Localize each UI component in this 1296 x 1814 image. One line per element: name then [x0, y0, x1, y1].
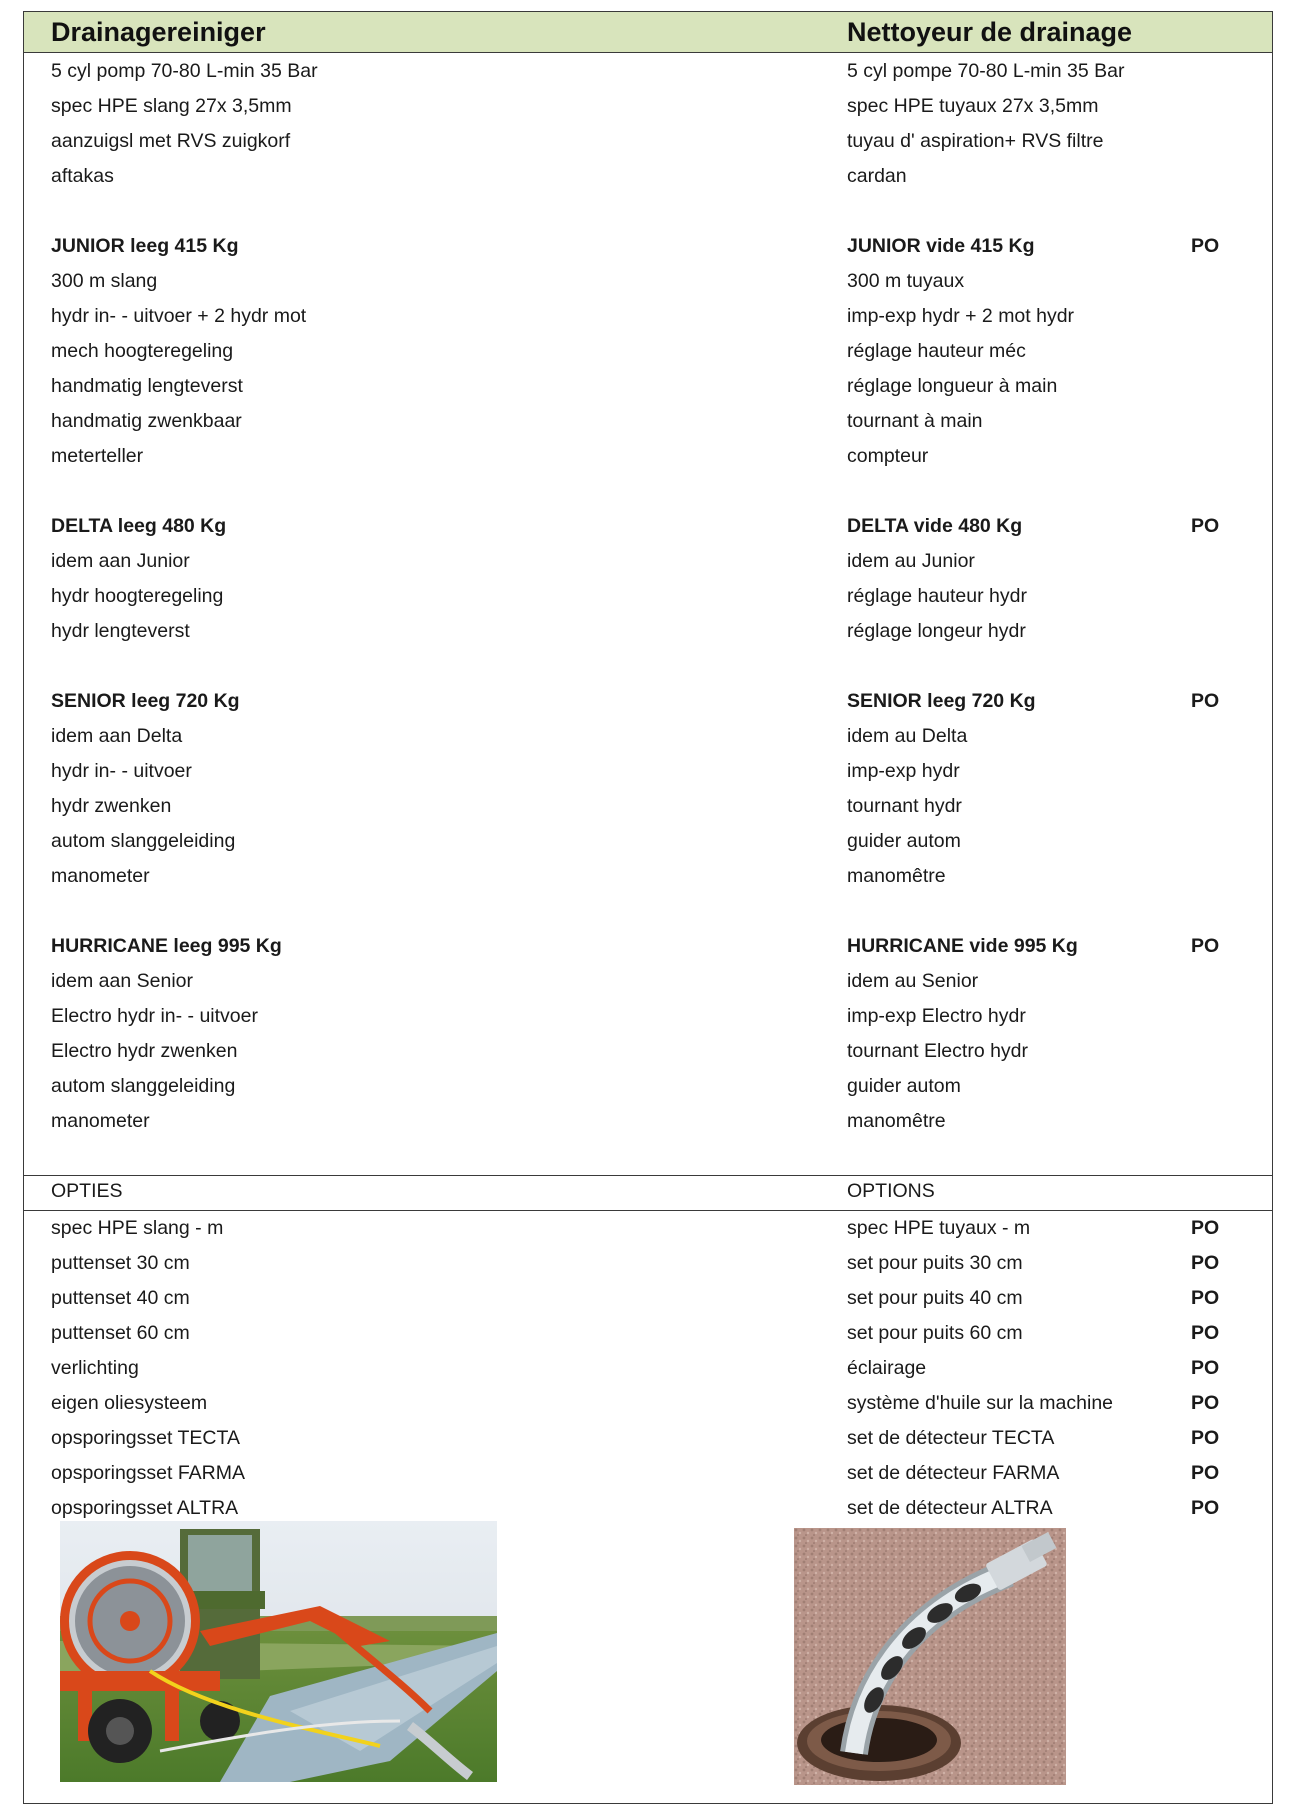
model-price: PO: [1191, 515, 1220, 537]
option-price: PO: [1191, 1322, 1220, 1344]
option-item-french: set pour puits 30 cm: [847, 1252, 1023, 1274]
model-feature-dutch: manometer: [51, 865, 150, 887]
option-item-french: système d'huile sur la machine: [847, 1392, 1114, 1414]
model-feature-dutch: hydr hoogteregeling: [51, 585, 224, 607]
model-feature-french: imp-exp Electro hydr: [847, 1005, 1026, 1027]
option-price: PO: [1191, 1252, 1220, 1274]
model-feature-dutch: idem aan Delta: [51, 725, 183, 747]
intro-line-dutch: aanzuigsl met RVS zuigkorf: [51, 130, 291, 152]
model-feature-french: réglage hauteur hydr: [847, 585, 1027, 607]
option-item-dutch: puttenset 40 cm: [51, 1287, 190, 1309]
model-feature-french: tournant hydr: [847, 795, 962, 817]
model-feature-dutch: hydr in- - uitvoer: [51, 760, 192, 782]
model-feature-dutch: hydr zwenken: [51, 795, 172, 817]
model-feature-french: manomêtre: [847, 1110, 946, 1132]
option-item-french: set pour puits 60 cm: [847, 1322, 1023, 1344]
model-feature-french: idem au Senior: [847, 970, 979, 992]
model-feature-dutch: 300 m slang: [51, 270, 158, 292]
option-item-french: set de détecteur TECTA: [847, 1427, 1055, 1449]
option-price: PO: [1191, 1287, 1220, 1309]
manhole-nozzle-photo: [794, 1528, 1066, 1785]
option-price: PO: [1191, 1462, 1220, 1484]
intro-line-french: cardan: [847, 165, 907, 187]
intro-line-dutch: aftakas: [51, 165, 114, 187]
intro-line-dutch: spec HPE slang 27x 3,5mm: [51, 95, 292, 117]
model-feature-french: imp-exp hydr: [847, 760, 960, 782]
model-feature-dutch: hydr in- - uitvoer + 2 hydr mot: [51, 305, 307, 327]
model-title-dutch: DELTA leeg 480 Kg: [51, 515, 227, 537]
option-price: PO: [1191, 1427, 1220, 1449]
document-frame: [23, 11, 1273, 1804]
option-item-french: set de détecteur FARMA: [847, 1462, 1060, 1484]
title-french: Nettoyeur de drainage: [847, 17, 1133, 47]
model-feature-dutch: autom slanggeleiding: [51, 1075, 236, 1097]
intro-line-dutch: 5 cyl pomp 70-80 L-min 35 Bar: [51, 60, 318, 82]
option-item-dutch: verlichting: [51, 1357, 139, 1379]
option-item-french: set pour puits 40 cm: [847, 1287, 1023, 1309]
model-feature-french: manomêtre: [847, 865, 946, 887]
intro-line-french: tuyau d' aspiration+ RVS filtre: [847, 130, 1104, 152]
model-title-french: HURRICANE vide 995 Kg: [847, 935, 1078, 957]
intro-line-french: 5 cyl pompe 70-80 L-min 35 Bar: [847, 60, 1125, 82]
model-title-dutch: HURRICANE leeg 995 Kg: [51, 935, 282, 957]
options-label-dutch: OPTIES: [51, 1180, 123, 1202]
option-item-french: éclairage: [847, 1357, 927, 1379]
model-feature-french: idem au Junior: [847, 550, 975, 572]
title-dutch: Drainagereiniger: [51, 17, 266, 47]
model-feature-dutch: Electro hydr in- - uitvoer: [51, 1005, 258, 1027]
option-item-french: spec HPE tuyaux - m: [847, 1217, 1031, 1239]
model-feature-french: idem au Delta: [847, 725, 968, 747]
model-title-dutch: JUNIOR leeg 415 Kg: [51, 235, 239, 257]
option-item-dutch: puttenset 30 cm: [51, 1252, 190, 1274]
model-feature-dutch: manometer: [51, 1110, 150, 1132]
model-feature-dutch: Electro hydr zwenken: [51, 1040, 238, 1062]
model-title-french: SENIOR leeg 720 Kg: [847, 690, 1036, 712]
model-feature-dutch: mech hoogteregeling: [51, 340, 234, 362]
option-item-dutch: opsporingsset ALTRA: [51, 1497, 239, 1519]
model-feature-dutch: idem aan Junior: [51, 550, 190, 572]
option-item-dutch: opsporingsset FARMA: [51, 1462, 246, 1484]
model-feature-french: guider autom: [847, 830, 961, 852]
option-item-dutch: puttenset 60 cm: [51, 1322, 190, 1344]
model-feature-french: tournant Electro hydr: [847, 1040, 1029, 1062]
model-feature-dutch: idem aan Senior: [51, 970, 194, 992]
model-feature-dutch: meterteller: [51, 445, 144, 467]
option-item-dutch: eigen oliesysteem: [51, 1392, 208, 1414]
model-price: PO: [1191, 690, 1220, 712]
options-label-french: OPTIONS: [847, 1180, 935, 1202]
title-bar: [24, 12, 1272, 53]
model-feature-french: compteur: [847, 445, 929, 467]
model-feature-dutch: autom slanggeleiding: [51, 830, 236, 852]
model-feature-french: tournant à main: [847, 410, 983, 432]
option-item-dutch: opsporingsset TECTA: [51, 1427, 240, 1449]
model-feature-french: 300 m tuyaux: [847, 270, 965, 292]
model-feature-french: guider autom: [847, 1075, 961, 1097]
options-header: [24, 1175, 1272, 1211]
option-price: PO: [1191, 1497, 1220, 1519]
model-feature-dutch: hydr lengteverst: [51, 620, 190, 642]
option-price: PO: [1191, 1217, 1220, 1239]
model-feature-french: réglage longeur hydr: [847, 620, 1026, 642]
option-item-french: set de détecteur ALTRA: [847, 1497, 1053, 1519]
option-price: PO: [1191, 1392, 1220, 1414]
tractor-reel-photo: [60, 1521, 497, 1782]
model-title-french: JUNIOR vide 415 Kg: [847, 235, 1035, 257]
model-price: PO: [1191, 235, 1220, 257]
model-price: PO: [1191, 935, 1220, 957]
model-feature-french: réglage hauteur méc: [847, 340, 1026, 362]
model-feature-dutch: handmatig zwenkbaar: [51, 410, 242, 432]
option-price: PO: [1191, 1357, 1220, 1379]
model-feature-french: réglage longueur à main: [847, 375, 1058, 397]
model-title-dutch: SENIOR leeg 720 Kg: [51, 690, 240, 712]
option-item-dutch: spec HPE slang - m: [51, 1217, 224, 1239]
intro-line-french: spec HPE tuyaux 27x 3,5mm: [847, 95, 1099, 117]
model-feature-dutch: handmatig lengteverst: [51, 375, 243, 397]
model-title-french: DELTA vide 480 Kg: [847, 515, 1023, 537]
model-feature-french: imp-exp hydr + 2 mot hydr: [847, 305, 1075, 327]
